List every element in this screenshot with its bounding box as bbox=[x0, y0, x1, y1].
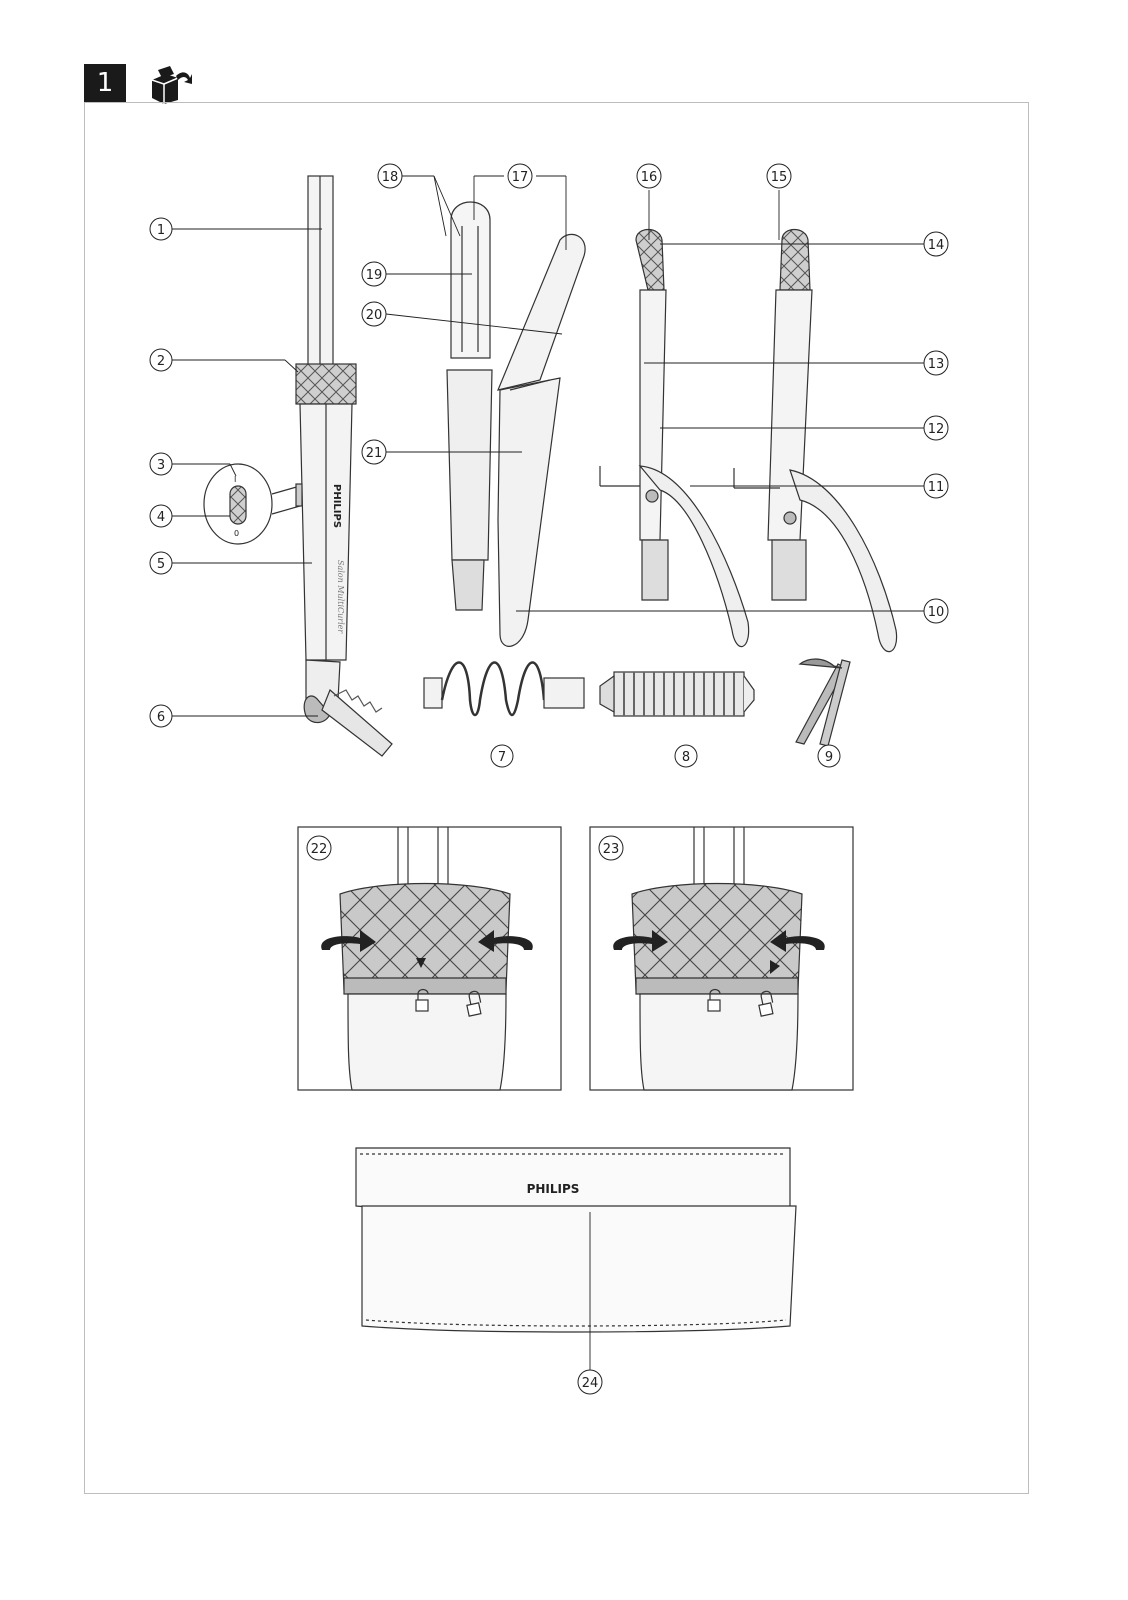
svg-text:4: 4 bbox=[156, 510, 166, 525]
svg-text:6: 6 bbox=[156, 710, 166, 725]
callout-5 bbox=[150, 552, 172, 574]
curling-tong-small bbox=[600, 230, 749, 647]
svg-text:16: 16 bbox=[640, 170, 658, 185]
callout-11 bbox=[924, 474, 948, 498]
callout-23 bbox=[599, 836, 623, 860]
callout-20 bbox=[362, 302, 386, 326]
svg-text:7: 7 bbox=[497, 750, 507, 765]
callout-16 bbox=[637, 164, 661, 188]
svg-text:8: 8 bbox=[681, 750, 691, 765]
callout-13 bbox=[924, 351, 948, 375]
callout-4 bbox=[150, 505, 172, 527]
svg-text:2: 2 bbox=[156, 354, 166, 369]
svg-text:18: 18 bbox=[381, 170, 399, 185]
callout-3 bbox=[150, 453, 172, 475]
svg-text:1: 1 bbox=[156, 223, 166, 238]
svg-text:17: 17 bbox=[511, 170, 529, 185]
hair-clips bbox=[796, 659, 850, 746]
curling-tong-conical bbox=[734, 230, 897, 652]
lock-panel-locked bbox=[590, 827, 853, 1090]
storage-pouch bbox=[356, 1148, 796, 1332]
callout-1 bbox=[150, 218, 172, 240]
svg-text:13: 13 bbox=[927, 357, 945, 372]
brand-logo-pouch: PHILIPS bbox=[526, 1182, 580, 1196]
callout-9 bbox=[818, 745, 840, 767]
svg-text:22: 22 bbox=[310, 842, 328, 857]
svg-text:21: 21 bbox=[365, 446, 383, 461]
svg-text:15: 15 bbox=[770, 170, 788, 185]
svg-text:10: 10 bbox=[927, 605, 945, 620]
svg-text:20: 20 bbox=[365, 308, 383, 323]
callout-21 bbox=[362, 440, 386, 464]
power-switch-detail bbox=[204, 464, 302, 544]
callout-12 bbox=[924, 416, 948, 440]
brand-logo-handle: PHILIPS bbox=[331, 484, 342, 529]
switch-off-label: 0 bbox=[234, 529, 240, 538]
callout-7 bbox=[491, 745, 513, 767]
switch-on-label: I bbox=[234, 475, 237, 484]
svg-text:24: 24 bbox=[581, 1376, 599, 1391]
svg-text:14: 14 bbox=[927, 238, 945, 253]
svg-text:5: 5 bbox=[156, 557, 166, 572]
svg-text:3: 3 bbox=[156, 458, 166, 473]
callout-24 bbox=[578, 1370, 602, 1394]
callout-17 bbox=[508, 164, 532, 188]
spiral-attachment bbox=[424, 663, 584, 716]
callout-8 bbox=[675, 745, 697, 767]
svg-text:23: 23 bbox=[602, 842, 620, 857]
callout-18 bbox=[378, 164, 402, 188]
callout-2 bbox=[150, 349, 172, 371]
callout-22 bbox=[307, 836, 331, 860]
callout-14 bbox=[924, 232, 948, 256]
callout-15 bbox=[767, 164, 791, 188]
svg-text:19: 19 bbox=[365, 268, 383, 283]
svg-text:9: 9 bbox=[824, 750, 834, 765]
step-number: 1 bbox=[96, 68, 114, 98]
product-name-text: Salon MultiCurler bbox=[336, 560, 345, 634]
callout-10 bbox=[924, 599, 948, 623]
svg-text:12: 12 bbox=[927, 422, 945, 437]
callout-19 bbox=[362, 262, 386, 286]
callout-6 bbox=[150, 705, 172, 727]
straightener-attachment bbox=[447, 202, 585, 646]
lock-panel-unlocked bbox=[298, 827, 561, 1090]
svg-text:11: 11 bbox=[927, 480, 945, 495]
